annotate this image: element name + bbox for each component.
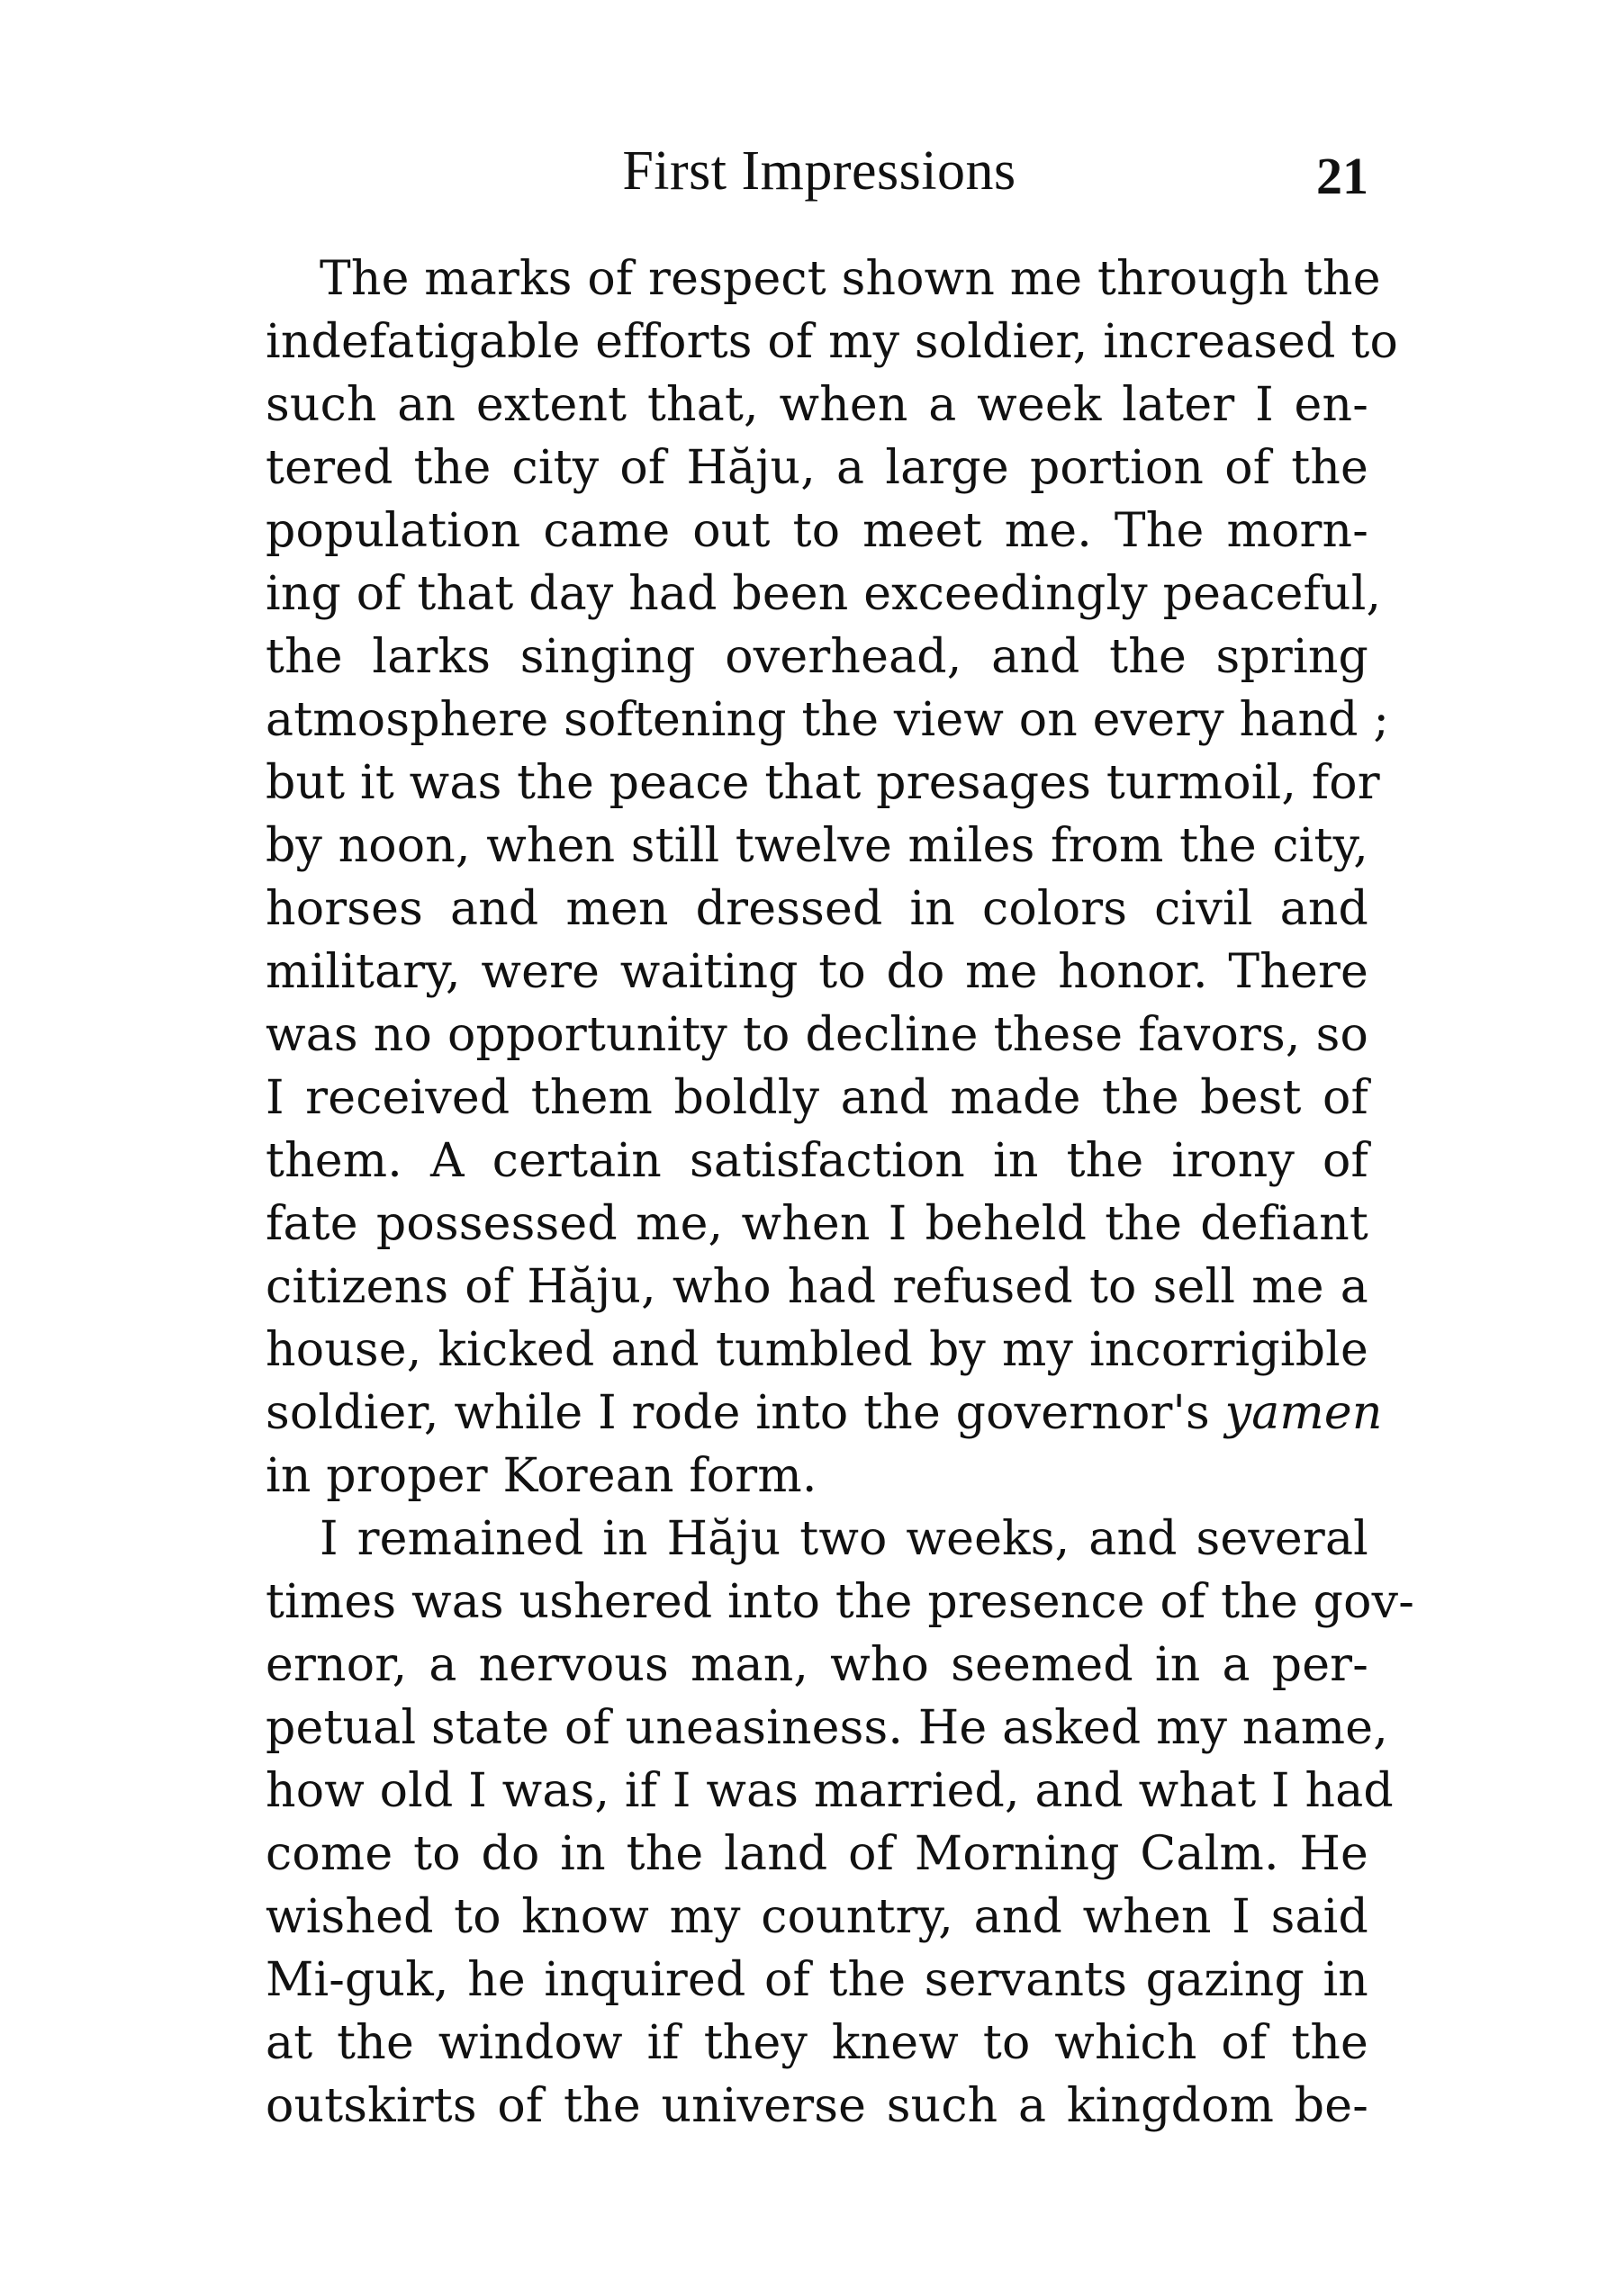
text-line: I remained in Hăju two weeks, and several	[320, 1512, 1368, 1566]
text-line: by noon, when still twelve miles from the city,	[266, 819, 1368, 873]
text-line: ernor, a nervous man, who seemed in a per-	[266, 1638, 1368, 1692]
text-line: was no opportunity to decline these favors, so	[266, 1008, 1368, 1062]
text-line: I received them boldly and made the best of	[266, 1071, 1368, 1125]
body-text	[266, 248, 1414, 2138]
italic-word: yamen	[1224, 1386, 1383, 1440]
text-line: population came out to meet me. The morn-	[266, 504, 1368, 558]
text-line: come to do in the land of Morning Calm. He	[266, 1827, 1368, 1881]
text-line: them. A certain satisfaction in the irony of	[266, 1134, 1368, 1188]
running-head	[270, 135, 1368, 207]
text-line: The marks of respect shown me through the	[320, 252, 1381, 306]
text-line: tered the city of Hăju, a large portion of the	[266, 441, 1368, 495]
text-line: in proper Korean form.	[266, 1449, 817, 1503]
text-line: times was ushered into the presence of the gov-	[266, 1575, 1414, 1629]
text-line: Mi-guk, he inquired of the servants gazing in	[266, 1953, 1368, 2007]
text-line: horses and men dressed in colors civil and	[266, 882, 1368, 936]
text-line-with-italic	[266, 1382, 1383, 1445]
text-line: wished to know my country, and when I said	[266, 1890, 1368, 1944]
text-line: but it was the peace that presages turmoil, for	[266, 756, 1380, 810]
text-line: how old I was, if I was married, and what I had	[266, 1764, 1394, 1818]
text-line: atmosphere softening the view on every hand ;	[266, 693, 1390, 747]
text-line: indefatigable efforts of my soldier, increased to	[266, 315, 1398, 369]
running-title: First Impressions	[622, 140, 1016, 202]
paragraph-1	[266, 248, 1398, 1508]
text-line: citizens of Hăju, who had refused to sell me a	[266, 1260, 1368, 1314]
text-line: petual state of uneasiness. He asked my name,	[266, 1701, 1388, 1755]
text-segment: soldier, while I rode into the governor's	[266, 1386, 1210, 1440]
text-line: the larks singing overhead, and the spring	[266, 630, 1368, 684]
text-line: ing of that day had been exceedingly peaceful,	[266, 567, 1382, 621]
text-line: military, were waiting to do me honor. There	[266, 945, 1368, 999]
text-line: fate possessed me, when I beheld the defiant	[266, 1197, 1368, 1251]
text-line: such an extent that, when a week later I en-	[266, 378, 1368, 432]
text-line: outskirts of the universe such a kingdom be-	[266, 2079, 1368, 2133]
text-line: house, kicked and tumbled by my incorrigible	[266, 1323, 1368, 1377]
paragraph-2	[266, 1508, 1414, 2138]
page-number: 21	[1316, 147, 1368, 205]
text-line: at the window if they knew to which of the	[266, 2016, 1368, 2070]
